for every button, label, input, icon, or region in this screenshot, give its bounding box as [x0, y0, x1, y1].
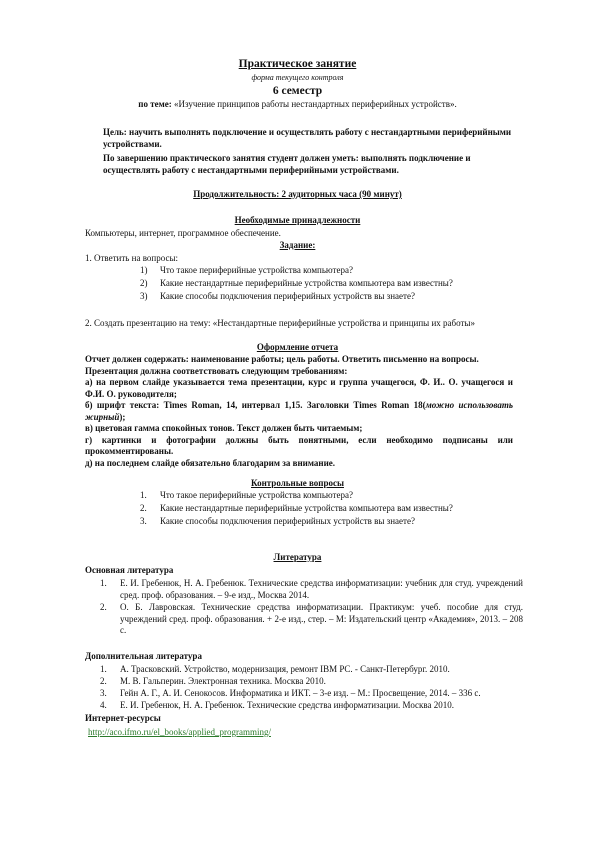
topic-prefix: по теме:	[138, 99, 172, 109]
main-literature-heading: Основная литература	[85, 565, 174, 575]
internet-heading: Интернет-ресурсы	[85, 713, 161, 723]
resource-link-wrap	[88, 727, 271, 739]
report-body	[85, 354, 513, 469]
list-item: 3. Гейн А. Г., А. И. Сенокосов. Информатика и ИКТ. – 3-е изд. – М.: Просвещение, 2014. – 336 с.	[100, 688, 481, 698]
extra-literature-heading: Дополнительная литература	[85, 651, 202, 661]
list-item: 2. М. В. Гальперин. Электронная техника. Москва 2010.	[100, 676, 326, 686]
semester: 6 семестр	[272, 85, 323, 97]
task-item-2: 2. Создать презентацию на тему: «Нестандартные периферийные устройства и принципы их работы»	[85, 318, 475, 328]
outcome-text: По завершению практического занятия студент должен уметь: выполнять подключение и осуществлять работу с нестандартными периферийными устройствами.	[103, 153, 471, 175]
report-line: д) на последнем слайде обязательно благодарим за внимание.	[85, 457, 336, 468]
control-questions	[140, 490, 520, 529]
page-title: Практическое занятие	[238, 58, 357, 70]
list-item: 3) Какие способы подключения периферийных устройств вы знаете?	[140, 291, 415, 301]
list-item: 2) Какие нестандартные периферийные устройства компьютера вам известны?	[140, 278, 453, 288]
report-heading: Оформление отчета	[256, 342, 339, 352]
list-item: 2. Какие нестандартные периферийные устройства компьютера вам известны?	[140, 503, 453, 513]
list-item: 1. А. Трасковский. Устройство, модернизация, ремонт IBM PC. - Санкт-Петербург. 2010.	[100, 664, 450, 674]
literature-heading: Литература	[273, 552, 322, 562]
list-item: 2. О. Б. Лавровская. Технические средства информатизации. Практикум: учеб. пособие для студ. учреждений сред. проф. образования. + 2-е изд., стер. – М: Издательский центр «Академия», 2013. – 208 с.	[100, 602, 523, 635]
report-line: Отчет должен содержать: наименование работы; цель работы. Ответить письменно на вопросы.	[85, 354, 479, 364]
list-item: 1. Е. И. Гребенюк, Н. А. Гребенюк. Технические средства информатизации: учебник для студ. учреждений сред. проф. образования. – 9-е изд., Москва 2014.	[100, 578, 523, 600]
report-line: г) картинки и фотографии должны быть понятными, если необходимо подписаны или прокомментированы.	[85, 434, 513, 456]
extra-literature-list	[100, 664, 530, 712]
report-line: в) цветовая гамма спокойных тонов. Текст должен быть читаемым;	[85, 423, 363, 433]
task-item-1: 1. Ответить на вопросы:	[85, 253, 178, 263]
list-item: 1) Что такое периферийные устройства компьютера?	[140, 265, 353, 275]
form-subtitle: форма текущего контроля	[251, 73, 344, 82]
control-heading: Контрольные вопросы	[251, 478, 344, 488]
goal-text: Цель: научить выполнять подключение и осуществлять работу с нестандартными периферийными устройствами.	[103, 127, 512, 149]
report-line: а) на первом слайде указывается тема презентации, курс и группа учащегося, Ф. И.. О. учащегося и Ф.И. О. руководителя;	[85, 377, 513, 399]
report-line-font: б) шрифт текста: Times Roman, 14, интервал 1,15. Заголовки Times Roman 18(можно использовать жирный);	[85, 400, 513, 422]
list-item: 1. Что такое периферийные устройства компьютера?	[140, 490, 353, 500]
topic-text: «Изучение принципов работы нестандартных периферийных устройств».	[174, 99, 457, 109]
task-heading: Задание:	[279, 240, 316, 250]
requirements-text: Компьютеры, интернет, программное обеспечение.	[85, 228, 281, 238]
main-literature-list	[100, 578, 523, 637]
task-questions	[140, 265, 520, 304]
resource-link[interactable]: http://aco.ifmo.ru/el_books/applied_programming/	[88, 727, 271, 737]
list-item: 3. Какие способы подключения периферийных устройств вы знаете?	[140, 516, 415, 526]
topic-line	[0, 99, 595, 111]
duration: Продолжительность: 2 аудиторных часа (90 минут)	[193, 189, 402, 199]
report-line: Презентация должна соответствовать следующим требованиям:	[85, 365, 348, 376]
list-item: 4. Е. И. Гребенюк, Н. А. Гребенюк. Технические средства информатизации. Москва 2010.	[100, 700, 455, 710]
requirements-heading: Необходимые принадлежности	[234, 215, 361, 225]
